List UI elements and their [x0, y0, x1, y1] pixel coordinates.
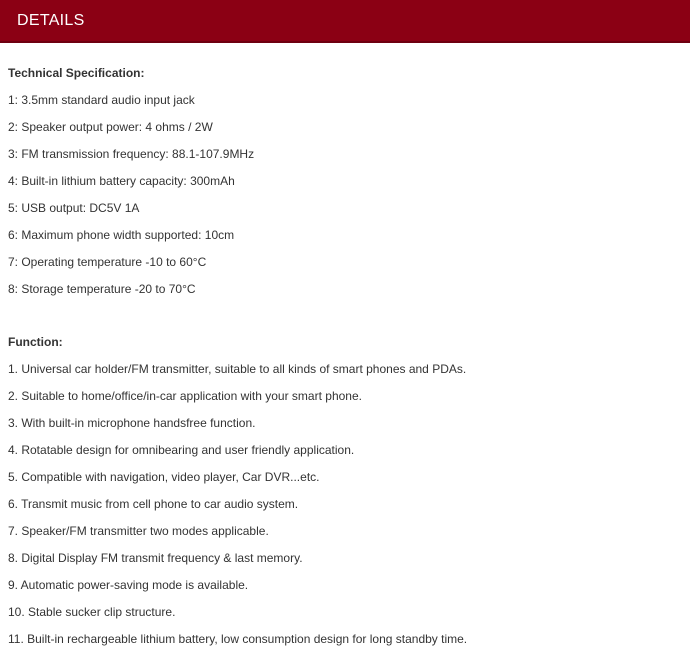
spec-item: 2: Speaker output power: 4 ohms / 2W — [8, 120, 213, 134]
spec-item: 8: Storage temperature -20 to 70°C — [8, 282, 196, 296]
function-item: 4. Rotatable design for omnibearing and user friendly application. — [8, 443, 355, 457]
function-item: 7. Speaker/FM transmitter two modes applicable. — [8, 524, 269, 538]
technical-specification-heading: Technical Specification: — [8, 66, 145, 80]
section-spacer — [8, 308, 690, 334]
function-item: 5. Compatible with navigation, video player, Car DVR...etc. — [8, 470, 320, 484]
details-content — [0, 43, 690, 658]
details-header-bar — [0, 0, 690, 43]
function-item: 8. Digital Display FM transmit frequency & last memory. — [8, 551, 303, 565]
function-item: 10. Stable sucker clip structure. — [8, 605, 176, 619]
function-item: 6. Transmit music from cell phone to car audio system. — [8, 497, 299, 511]
function-heading: Function: — [8, 335, 63, 349]
spec-item: 3: FM transmission frequency: 88.1-107.9MHz — [8, 147, 255, 161]
function-item: 3. With built-in microphone handsfree function. — [8, 416, 256, 430]
spec-item: 4: Built-in lithium battery capacity: 300mAh — [8, 174, 235, 188]
function-item: 9. Automatic power-saving mode is available. — [8, 578, 249, 592]
function-item: 2. Suitable to home/office/in-car application with your smart phone. — [8, 389, 362, 403]
technical-specification-list — [8, 92, 690, 308]
function-list — [8, 361, 690, 658]
details-title: DETAILS — [17, 12, 85, 29]
spec-item: 5: USB output: DC5V 1A — [8, 201, 140, 215]
spec-item: 7: Operating temperature -10 to 60°C — [8, 255, 207, 269]
function-item: 1. Universal car holder/FM transmitter, suitable to all kinds of smart phones and PDAs. — [8, 362, 467, 376]
function-item: 11. Built-in rechargeable lithium battery, low consumption design for long standby time. — [8, 632, 468, 646]
spec-item: 6: Maximum phone width supported: 10cm — [8, 228, 235, 242]
spec-item: 1: 3.5mm standard audio input jack — [8, 93, 195, 107]
